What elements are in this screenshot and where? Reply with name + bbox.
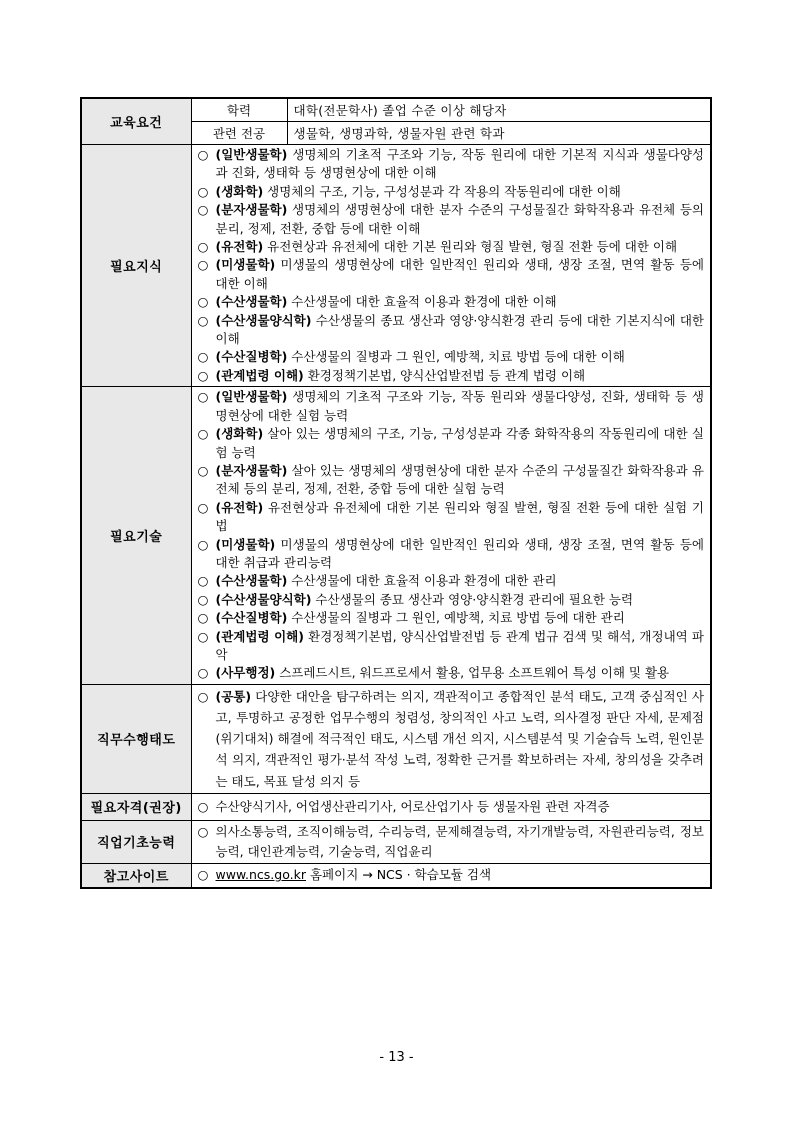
list-item-text bbox=[216, 146, 705, 183]
list-item bbox=[198, 388, 705, 425]
list-item bbox=[198, 798, 705, 816]
list-item-text bbox=[216, 686, 705, 792]
bullet-icon: ○ bbox=[197, 591, 209, 607]
item-description: 수산생물에 대한 효율적 이용과 환경에 대한 이해 bbox=[287, 294, 557, 310]
bullet-icon: ○ bbox=[197, 202, 209, 218]
item-description: 수산생물의 질병과 그 원인, 예방책, 치료 방법 등에 대한 관리 bbox=[287, 610, 625, 626]
bullet-icon: ○ bbox=[197, 462, 209, 478]
list-item bbox=[198, 256, 705, 293]
list-item bbox=[198, 201, 705, 238]
item-description: 살아 있는 생명체의 생명현상에 대한 분자 수준의 구성물질간 화학작용과 유전체 등의 분리, 정제, 전환, 중합 등에 대한 실험 능력 bbox=[215, 462, 704, 497]
reference-header: 참고사이트 bbox=[81, 863, 191, 888]
bullet-icon: ○ bbox=[197, 536, 209, 552]
degree-value: 대학(전문학사) 졸업 수준 이상 해당자 bbox=[287, 98, 711, 122]
list-item bbox=[198, 536, 705, 573]
item-topic: (관계법령 이해) bbox=[215, 628, 304, 644]
list-item bbox=[198, 146, 705, 183]
reference-text bbox=[216, 866, 705, 884]
item-topic: (유전학) bbox=[215, 499, 264, 515]
list-item bbox=[198, 686, 705, 792]
bullet-icon: ○ bbox=[197, 239, 209, 255]
knowledge-header: 필요지식 bbox=[81, 145, 191, 387]
item-description: 생명체의 구조, 기능, 구성성분과 각 작용의 작동원리에 대한 이해 bbox=[263, 183, 621, 199]
list-item-text bbox=[216, 256, 705, 293]
list-item bbox=[198, 238, 705, 256]
list-item-text bbox=[216, 572, 705, 590]
item-topic: (수산질병학) bbox=[215, 610, 288, 626]
list-item bbox=[198, 293, 705, 311]
degree-label: 학력 bbox=[191, 98, 287, 122]
ncs-site-link[interactable]: www.ncs.go.kr bbox=[215, 867, 306, 883]
reference-description: 홈페이지 → NCS · 학습모듈 검색 bbox=[306, 867, 492, 883]
list-item-text bbox=[216, 201, 705, 238]
item-topic: (수산생물학) bbox=[215, 294, 288, 310]
list-item-text bbox=[216, 462, 705, 499]
basic-skills-list bbox=[191, 820, 711, 863]
item-topic: (수산생물학) bbox=[215, 573, 288, 589]
basic-skills-header: 직업기초능력 bbox=[81, 820, 191, 863]
item-description: 생명체의 생명현상에 대한 분자 수준의 구성물질간 화학작용과 유전체 등의 분리, 정제, 전환, 중합 등에 대한 이해 bbox=[215, 202, 704, 236]
item-topic: (유전학) bbox=[215, 239, 264, 255]
item-description: 의사소통능력, 조직이해능력, 수리능력, 문제해결능력, 자기개발능력, 자원관리능력, 정보능력, 대인관계능력, 기술능력, 직업윤리 bbox=[215, 823, 704, 859]
list-item-text bbox=[216, 293, 705, 311]
list-item bbox=[198, 664, 705, 682]
list-item bbox=[198, 425, 705, 462]
item-description: 환경정책기본법, 양식산업발전법 등 관계 법규 검색 및 해석, 개정내역 파악 bbox=[215, 628, 704, 662]
list-item-text bbox=[216, 609, 705, 627]
list-item-text bbox=[216, 536, 705, 573]
bullet-icon: ○ bbox=[197, 798, 209, 814]
item-topic: (사무행정) bbox=[215, 665, 276, 681]
item-topic: (수산생물양식학) bbox=[215, 312, 312, 328]
list-item-text bbox=[216, 238, 705, 256]
item-topic: (미생물학) bbox=[215, 536, 276, 552]
item-topic: (일반생물학) bbox=[215, 147, 288, 162]
list-item bbox=[198, 312, 705, 349]
item-topic: (공통) bbox=[215, 688, 252, 704]
bullet-icon: ○ bbox=[197, 183, 209, 199]
list-item-text bbox=[216, 822, 705, 862]
item-description: 수산양식기사, 어업생산관리기사, 어로산업기사 등 생물자원 관련 자격증 bbox=[215, 798, 610, 814]
list-item bbox=[198, 183, 705, 201]
item-topic: (일반생물학) bbox=[215, 389, 288, 405]
bullet-icon: ○ bbox=[197, 367, 209, 383]
list-item-text bbox=[216, 664, 705, 682]
item-description: 스프레드시트, 워드프로세서 활용, 업무용 소프트웨어 특성 이해 및 활용 bbox=[275, 665, 670, 681]
item-description: 수산생물의 질병과 그 원인, 예방책, 치료 방법 등에 대한 이해 bbox=[287, 349, 625, 365]
bullet-icon: ○ bbox=[197, 610, 209, 626]
certification-header: 필요자격(권장) bbox=[81, 793, 191, 820]
item-description: 수산생물에 대한 효율적 이용과 환경에 대한 관리 bbox=[287, 573, 557, 589]
item-description: 생명체의 기초적 구조와 기능, 작동 원리에 대한 기본적 지식과 생물다양성과 진화, 생태학 등 생명현상에 대한 이해 bbox=[215, 147, 704, 181]
list-item bbox=[198, 572, 705, 590]
item-topic: (분자생물학) bbox=[215, 462, 288, 478]
list-item-text bbox=[216, 499, 705, 536]
item-topic: (관계법령 이해) bbox=[215, 367, 304, 383]
bullet-icon: ○ bbox=[197, 688, 209, 704]
education-header: 교육요건 bbox=[81, 98, 191, 145]
item-topic: (수산생물양식학) bbox=[215, 591, 312, 607]
bullet-icon: ○ bbox=[197, 499, 209, 515]
item-topic: (생화학) bbox=[215, 426, 264, 442]
list-item bbox=[198, 499, 705, 536]
attitude-list bbox=[191, 684, 711, 793]
list-item-text bbox=[216, 348, 705, 366]
list-item-text bbox=[216, 591, 705, 609]
list-item-text bbox=[216, 367, 705, 385]
item-description: 생명체의 기초적 구조와 기능, 작동 원리와 생물다양성, 진화, 생태학 등 생명현상에 대한 실험 능력 bbox=[215, 389, 704, 423]
item-description: 미생물의 생명현상에 대한 일반적인 원리와 생태, 생장 조절, 면역 활동 등에 대한 취급과 관리능력 bbox=[215, 536, 704, 570]
bullet-icon: ○ bbox=[197, 867, 209, 883]
item-description: 환경정책기본법, 양식산업발전법 등 관계 법령 이해 bbox=[303, 367, 586, 383]
item-description: 수산생물의 종묘 생산과 영양·양식환경 관리에 필요한 능력 bbox=[311, 591, 634, 607]
list-item-text bbox=[216, 628, 705, 665]
item-description: 수산생물의 종묘 생산과 영양·양식환경 관리 등에 대한 기본지식에 대한 이해 bbox=[215, 312, 704, 347]
skills-header: 필요기술 bbox=[81, 387, 191, 685]
list-item bbox=[198, 822, 705, 862]
bullet-icon: ○ bbox=[197, 349, 209, 365]
reference-item bbox=[198, 866, 705, 884]
item-topic: (미생물학) bbox=[215, 257, 276, 273]
list-item-text bbox=[216, 312, 705, 349]
bullet-icon: ○ bbox=[197, 389, 209, 405]
item-topic: (분자생물학) bbox=[215, 202, 288, 218]
item-description: 유전현상과 유전체에 대한 기본 원리와 형질 발현, 형질 전환 등에 대한 이해 bbox=[263, 239, 678, 255]
list-item bbox=[198, 367, 705, 385]
major-value: 생물학, 생명과학, 생물자원 관련 학과 bbox=[287, 122, 711, 145]
item-description: 유전현상과 유전체에 대한 기본 원리와 형질 발현, 형질 전환 등에 대한 실험 기법 bbox=[215, 499, 704, 534]
list-item bbox=[198, 591, 705, 609]
list-item-text bbox=[216, 798, 705, 816]
item-description: 미생물의 생명현상에 대한 일반적인 원리와 생태, 생장 조절, 면역 활동 등에 대한 이해 bbox=[215, 257, 704, 291]
item-topic: (수산질병학) bbox=[215, 349, 288, 365]
bullet-icon: ○ bbox=[197, 665, 209, 681]
list-item-text bbox=[216, 183, 705, 201]
item-description: 살아 있는 생명체의 구조, 기능, 구성성분과 각종 화학작용의 작동원리에 대한 실험 능력 bbox=[215, 426, 704, 460]
list-item bbox=[198, 348, 705, 366]
skills-list bbox=[191, 387, 711, 685]
bullet-icon: ○ bbox=[197, 573, 209, 589]
bullet-icon: ○ bbox=[197, 426, 209, 442]
attitude-header: 직무수행태도 bbox=[81, 684, 191, 793]
item-description: 다양한 대안을 탐구하려는 의지, 객관적이고 종합적인 분석 태도, 고객 중심적인 사고, 투명하고 공정한 업무수행의 청렴성, 창의적인 사고 노력, 의사결정 판단 자세, 문제점(위기대처) 해결에 적극적인 태도, 시스템 개선 의지, 시스템분석 및 기술습득 노력, 원인분석 의지, 객관적인 평가·분석 작성 노력, 정확한 근거를 확보하려는 자세, 창의성을 갖추려는 태도, 목표 달성 의지 등 bbox=[215, 688, 704, 789]
bullet-icon: ○ bbox=[197, 312, 209, 328]
page-number: - 13 - bbox=[379, 1050, 414, 1065]
list-item-text bbox=[216, 425, 705, 462]
list-item bbox=[198, 628, 705, 665]
certification-list bbox=[191, 793, 711, 820]
bullet-icon: ○ bbox=[197, 294, 209, 310]
item-topic: (생화학) bbox=[215, 183, 264, 199]
list-item bbox=[198, 609, 705, 627]
bullet-icon: ○ bbox=[197, 147, 209, 162]
bullet-icon: ○ bbox=[197, 628, 209, 644]
job-requirements-table bbox=[80, 97, 712, 889]
bullet-icon: ○ bbox=[197, 257, 209, 273]
list-item-text bbox=[216, 388, 705, 425]
bullet-icon: ○ bbox=[197, 823, 209, 839]
knowledge-list bbox=[191, 145, 711, 387]
list-item bbox=[198, 462, 705, 499]
major-label: 관련 전공 bbox=[191, 122, 287, 145]
reference-cell bbox=[191, 863, 711, 888]
